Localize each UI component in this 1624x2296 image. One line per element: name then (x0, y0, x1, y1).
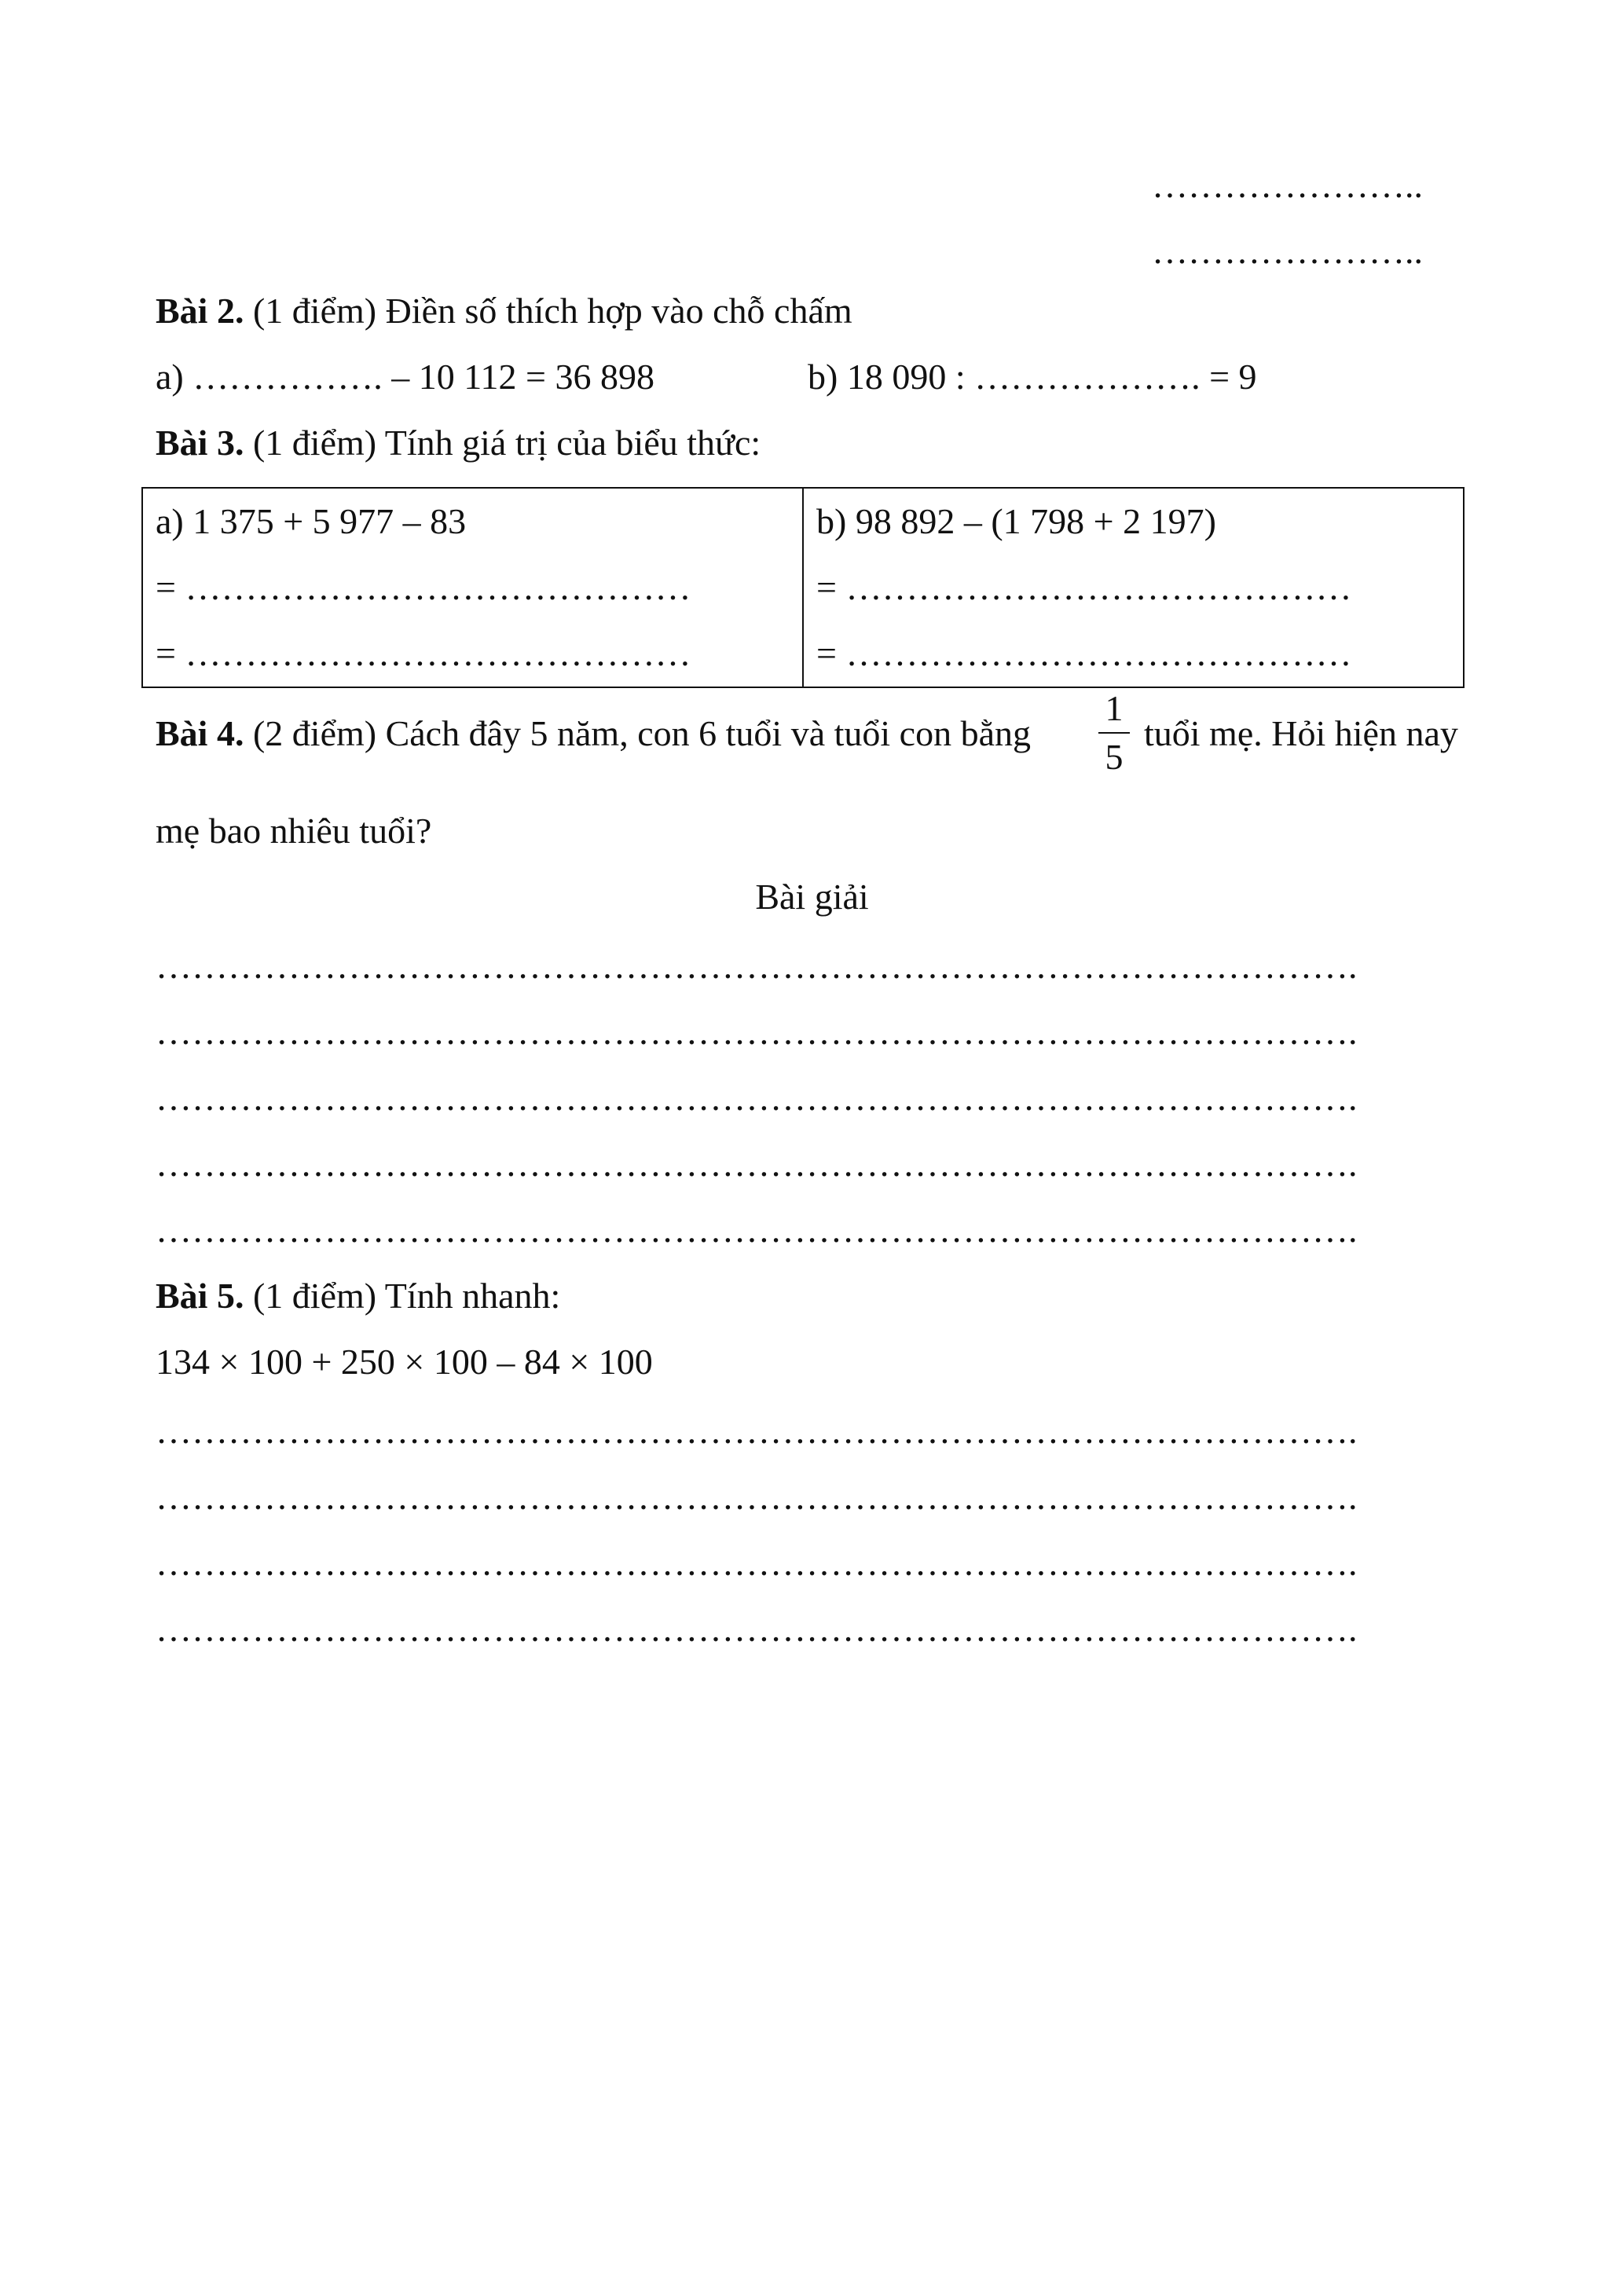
bai3-question (156, 421, 761, 465)
bai3-a-step1[interactable]: = …………………………………… (156, 567, 691, 607)
bai3-heading: Bài 3. (156, 423, 244, 463)
bai4-fraction-denominator: 5 (1105, 737, 1124, 777)
bai3-cell-b (803, 488, 1464, 687)
bai4-answer-line[interactable]: ………………………………………………………………………………………. (156, 1210, 1358, 1250)
bai3-b-expression: b) 98 892 – (1 798 + 2 197) (816, 501, 1216, 541)
bai4-fraction (1098, 688, 1130, 778)
bai4-heading: Bài 4. (156, 713, 244, 753)
bai5-expression: 134 × 100 + 250 × 100 – 84 × 100 (156, 1342, 653, 1382)
bai3-b-step2[interactable]: = …………………………………… (816, 633, 1352, 673)
bai5-heading: Bài 5. (156, 1276, 244, 1316)
bai4-answer-line[interactable]: ………………………………………………………………………………………. (156, 1078, 1358, 1118)
bai5-question (156, 1274, 560, 1318)
bai4-fraction-numerator: 1 (1105, 688, 1124, 728)
bai5-answer-line[interactable]: ………………………………………………………………………………………. (156, 1609, 1358, 1649)
bai2-heading: Bài 2. (156, 291, 244, 331)
bai5-text: (1 điểm) Tính nhanh: (244, 1276, 561, 1316)
bai2-part-b[interactable]: b) 18 090 : ………………. = 9 (808, 357, 1257, 397)
top-blank-2[interactable]: ………………….. (1152, 231, 1423, 271)
bai4-answer-line[interactable]: ………………………………………………………………………………………. (156, 1012, 1358, 1052)
bai3-a-expression: a) 1 375 + 5 977 – 83 (156, 501, 467, 541)
bai4-fraction-bar (1098, 732, 1130, 734)
bai5-answer-line[interactable]: ………………………………………………………………………………………. (156, 1411, 1358, 1451)
bai5-answer-line[interactable]: ………………………………………………………………………………………. (156, 1543, 1358, 1583)
bai3-a-step2[interactable]: = …………………………………… (156, 633, 691, 673)
bai2-text: (1 điểm) Điền số thích hợp vào chỗ chấm (244, 291, 852, 331)
bai2-question (156, 289, 852, 333)
bai4-solution-title: Bài giải (755, 877, 869, 917)
bai3-text: (1 điểm) Tính giá trị của biểu thức: (244, 423, 761, 463)
bai4-question-line2: mẹ bao nhiêu tuổi? (156, 811, 432, 851)
bai5-answer-line[interactable]: ………………………………………………………………………………………. (156, 1477, 1358, 1517)
bai3-table (141, 487, 1465, 688)
bai4-text-before: (2 điểm) Cách đây 5 năm, con 6 tuổi và tuổi con bằng (244, 713, 1032, 753)
top-blank-1[interactable]: ………………….. (1152, 165, 1423, 205)
bai4-text-after: tuổi mẹ. Hỏi hiện nay (1144, 713, 1458, 753)
bai4-question (156, 712, 1031, 756)
bai3-cell-a (142, 488, 803, 687)
bai4-answer-line[interactable]: ………………………………………………………………………………………. (156, 1144, 1358, 1184)
bai3-b-step1[interactable]: = …………………………………… (816, 567, 1352, 607)
bai4-answer-line[interactable]: ………………………………………………………………………………………. (156, 946, 1358, 986)
bai2-part-a[interactable]: a) ……………. – 10 112 = 36 898 (156, 357, 654, 397)
